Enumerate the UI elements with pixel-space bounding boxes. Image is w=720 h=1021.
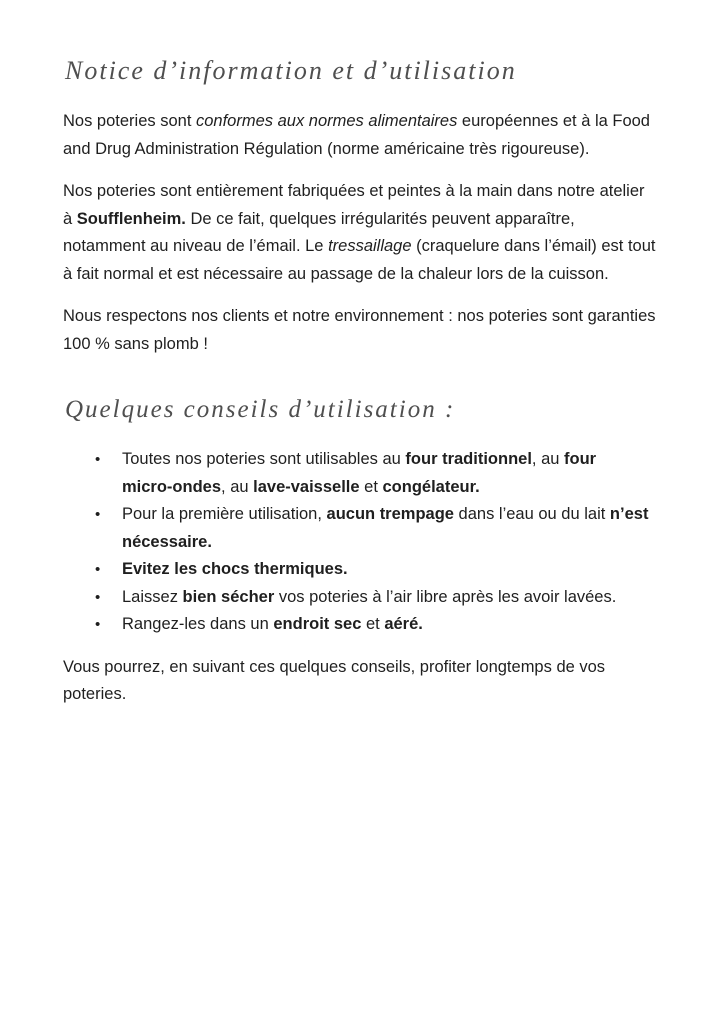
tip-item: [63, 501, 663, 556]
tip-item: [63, 584, 663, 612]
bullet-icon: •: [95, 506, 101, 523]
tip-item: [63, 611, 663, 639]
bullet-icon: •: [95, 451, 101, 468]
intro-paragraph-1: Nos poteries sont conformes aux normes alimentaires européennes et à la Food and Drug Administration Régulation (norme américaine très rigoureuse).: [63, 112, 650, 158]
tip-text: Laissez bien sécher vos poteries à l’air libre après les avoir lavées.: [122, 587, 617, 606]
bullet-icon: •: [95, 588, 101, 606]
tip-text: Pour la première utilisation, aucun trempage dans l’eau ou du lait n’est nécessaire.: [122, 505, 649, 551]
intro-paragraph-3: Nous respectons nos clients et notre environnement : nos poteries sont garanties 100 % sans plomb !: [63, 307, 656, 353]
tips-heading: Quelques conseils d’utilisation :: [65, 396, 456, 423]
tip-text: Toutes nos poteries sont utilisables au four traditionnel, au four micro-ondes, au lave-vaisselle et congélateur.: [122, 450, 597, 496]
document-title: Notice d’information et d’utilisation: [65, 56, 517, 85]
tip-item: [63, 556, 663, 584]
bullet-icon: •: [95, 561, 101, 578]
intro-paragraph-2: Nos poteries sont entièrement fabriquées et peintes à la main dans notre atelier à Soufflenheim. De ce fait, quelques irrégularités peuvent apparaître, notamment au niveau de l’émail. Le tressaillage (craquelure dans l’émail) est tout à fait normal et est nécessaire au passage de la chaleur lors de la cuisson.: [63, 182, 656, 283]
tip-text: Rangez-les dans un endroit sec et aéré.: [122, 615, 423, 633]
bullet-icon: •: [95, 616, 101, 633]
closing-paragraph: Vous pourrez, en suivant ces quelques conseils, profiter longtemps de vos poteries.: [63, 657, 606, 703]
tip-item: [63, 446, 663, 501]
tips-list: [63, 446, 663, 639]
tip-text: Evitez les chocs thermiques.: [122, 560, 348, 578]
